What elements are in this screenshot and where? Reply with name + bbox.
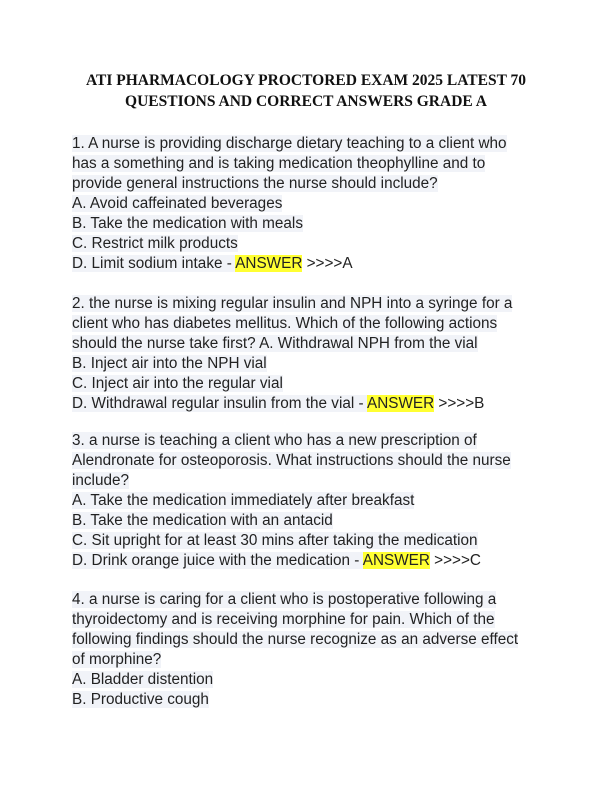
question-stem-line: thyroidectomy and is receiving morphine for pain. Which of the	[72, 611, 495, 628]
question-stem-line: 3. a nurse is teaching a client who has a new prescription of	[72, 432, 477, 449]
question-stem-line: 2. the nurse is mixing regular insulin and NPH into a syringe for a	[72, 295, 513, 312]
answer-option: B. Productive cough	[72, 691, 209, 708]
answer-option-text: D. Withdrawal regular insulin from the vial -	[72, 395, 367, 412]
answer-option-last	[72, 254, 552, 274]
question-stem-line: 1. A nurse is providing discharge dietary teaching to a client who	[72, 135, 507, 152]
question-stem-line: of morphine?	[72, 651, 162, 668]
answer-option-last	[72, 394, 552, 414]
answer-option: C. Inject air into the regular vial	[72, 375, 283, 392]
answer-key: >>>>C	[429, 552, 481, 569]
question-stem-line: include?	[72, 472, 129, 489]
answer-label: ANSWER	[367, 395, 435, 412]
answer-option-text: D. Limit sodium intake -	[72, 255, 236, 272]
question-4	[72, 590, 552, 710]
document-title	[40, 70, 572, 112]
title-line-2: QUESTIONS AND CORRECT ANSWERS GRADE A	[125, 93, 487, 110]
answer-option: C. Restrict milk products	[72, 235, 238, 252]
answer-option: A. Take the medication immediately after breakfast	[72, 492, 415, 509]
question-stem-line: provide general instructions the nurse should include?	[72, 175, 438, 192]
answer-option: A. Avoid caffeinated beverages	[72, 195, 283, 212]
question-stem-line: Alendronate for osteoporosis. What instructions should the nurse	[72, 452, 511, 469]
answer-key: >>>>A	[302, 255, 353, 272]
question-3	[72, 431, 552, 571]
answer-option: B. Inject air into the NPH vial	[72, 355, 267, 372]
answer-key: >>>>B	[434, 395, 485, 412]
question-stem-line: 4. a nurse is caring for a client who is postoperative following a	[72, 591, 497, 608]
question-1	[72, 134, 552, 274]
answer-label: ANSWER	[362, 552, 430, 569]
question-stem-line: client who has diabetes mellitus. Which of the following actions	[72, 315, 498, 332]
question-stem-line: has a something and is taking medication theophylline and to	[72, 155, 486, 172]
answer-label: ANSWER	[235, 255, 303, 272]
question-stem-line: should the nurse take first? A. Withdrawal NPH from the vial	[72, 335, 478, 352]
title-line-1: ATI PHARMACOLOGY PROCTORED EXAM 2025 LATEST 70	[85, 72, 527, 89]
answer-option: B. Take the medication with an antacid	[72, 512, 333, 529]
answer-option-last	[72, 551, 552, 571]
answer-option: A. Bladder distention	[72, 671, 214, 688]
answer-option-text: D. Drink orange juice with the medication -	[72, 552, 363, 569]
question-stem-line: following findings should the nurse recognize as an adverse effect	[72, 631, 519, 648]
answer-option: B. Take the medication with meals	[72, 215, 303, 232]
answer-option: C. Sit upright for at least 30 mins after taking the medication	[72, 532, 478, 549]
question-2	[72, 294, 552, 414]
